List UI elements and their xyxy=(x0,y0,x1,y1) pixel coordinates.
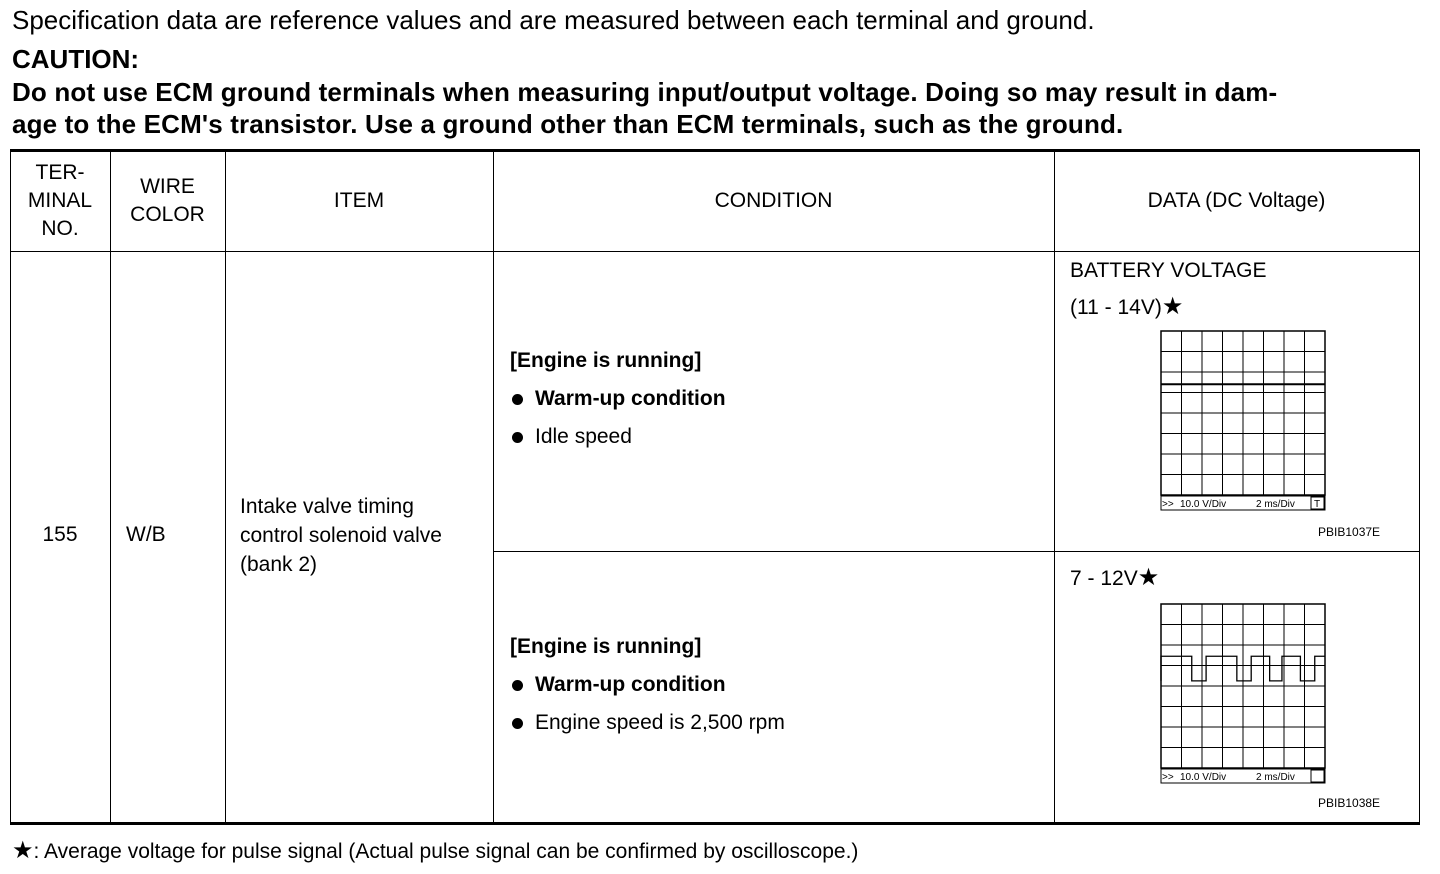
bullet-icon xyxy=(512,432,523,443)
scope-volts-div: 10.0 V/Div xyxy=(1180,772,1227,783)
scope-grid xyxy=(1161,604,1325,768)
bullet-icon xyxy=(512,680,523,691)
scope-grid xyxy=(1161,331,1325,495)
figure-code-2: PBIB1038E xyxy=(1318,796,1381,810)
header-item: ITEM xyxy=(333,189,385,212)
col-border-4 xyxy=(1054,152,1055,822)
scope-trigger: T xyxy=(1314,499,1321,510)
condition-title: [Engine is running] xyxy=(510,635,702,658)
condition-bullet: Warm-up condition xyxy=(510,666,785,704)
scope-prefix: >> xyxy=(1162,499,1174,510)
col-border-left xyxy=(10,152,11,822)
condition-bullet: Engine speed is 2,500 rpm xyxy=(510,704,785,742)
condition-bullet: Idle speed xyxy=(510,418,726,456)
bullet-icon xyxy=(512,718,523,729)
star-icon: ★ xyxy=(12,837,34,864)
caution-line-2: age to the ECM's transistor. Use a ground other than ECM terminals, such as the ground. xyxy=(12,109,1124,139)
header-bottom-rule xyxy=(10,251,1420,252)
table-bottom-rule xyxy=(10,822,1420,825)
footnote: ★: Average voltage for pulse signal (Actual pulse signal can be confirmed by oscilloscope.) xyxy=(12,837,859,864)
scope-prefix: >> xyxy=(1162,772,1174,783)
row-divider xyxy=(493,551,1420,552)
scope-volts-div: 10.0 V/Div xyxy=(1180,499,1227,510)
caution-title: CAUTION: xyxy=(12,44,140,74)
caution-line-1: Do not use ECM ground terminals when measuring input/output voltage. Doing so may result in dam- xyxy=(12,77,1278,107)
star-icon: ★ xyxy=(1137,564,1160,591)
condition-2500rpm xyxy=(510,628,785,742)
item-description: Intake valve timing control solenoid valve (bank 2) xyxy=(240,495,442,576)
header-wire-color: WIRE COLOR xyxy=(130,175,205,226)
col-border-1 xyxy=(110,152,111,822)
col-border-3 xyxy=(493,152,494,822)
header-data: DATA (DC Voltage) xyxy=(1147,189,1326,212)
oscilloscope-idle xyxy=(1158,328,1328,513)
caution-text xyxy=(12,76,1422,140)
spec-intro-text: Specification data are reference values and are measured between each terminal and ground. xyxy=(12,5,1095,35)
figure-code-1: PBIB1037E xyxy=(1318,525,1381,539)
col-border-2 xyxy=(225,152,226,822)
header-terminal-no: TER- MINAL NO. xyxy=(27,161,93,240)
col-border-right xyxy=(1419,152,1420,822)
scope-time-div: 2 ms/Div xyxy=(1256,499,1295,510)
condition-title: [Engine is running] xyxy=(510,349,702,372)
oscilloscope-2500rpm xyxy=(1158,601,1328,786)
condition-idle xyxy=(510,342,726,456)
data-label-1: BATTERY VOLTAGE (11 - 14V)★ xyxy=(1070,259,1267,320)
bullet-icon xyxy=(512,394,523,405)
header-condition: CONDITION xyxy=(714,189,833,212)
condition-bullet: Warm-up condition xyxy=(510,380,726,418)
terminal-number: 155 xyxy=(42,523,78,546)
scope-time-div: 2 ms/Div xyxy=(1256,772,1295,783)
wire-color: W/B xyxy=(126,523,166,546)
star-icon: ★ xyxy=(1161,293,1184,320)
data-label-2: 7 - 12V★ xyxy=(1070,564,1160,591)
